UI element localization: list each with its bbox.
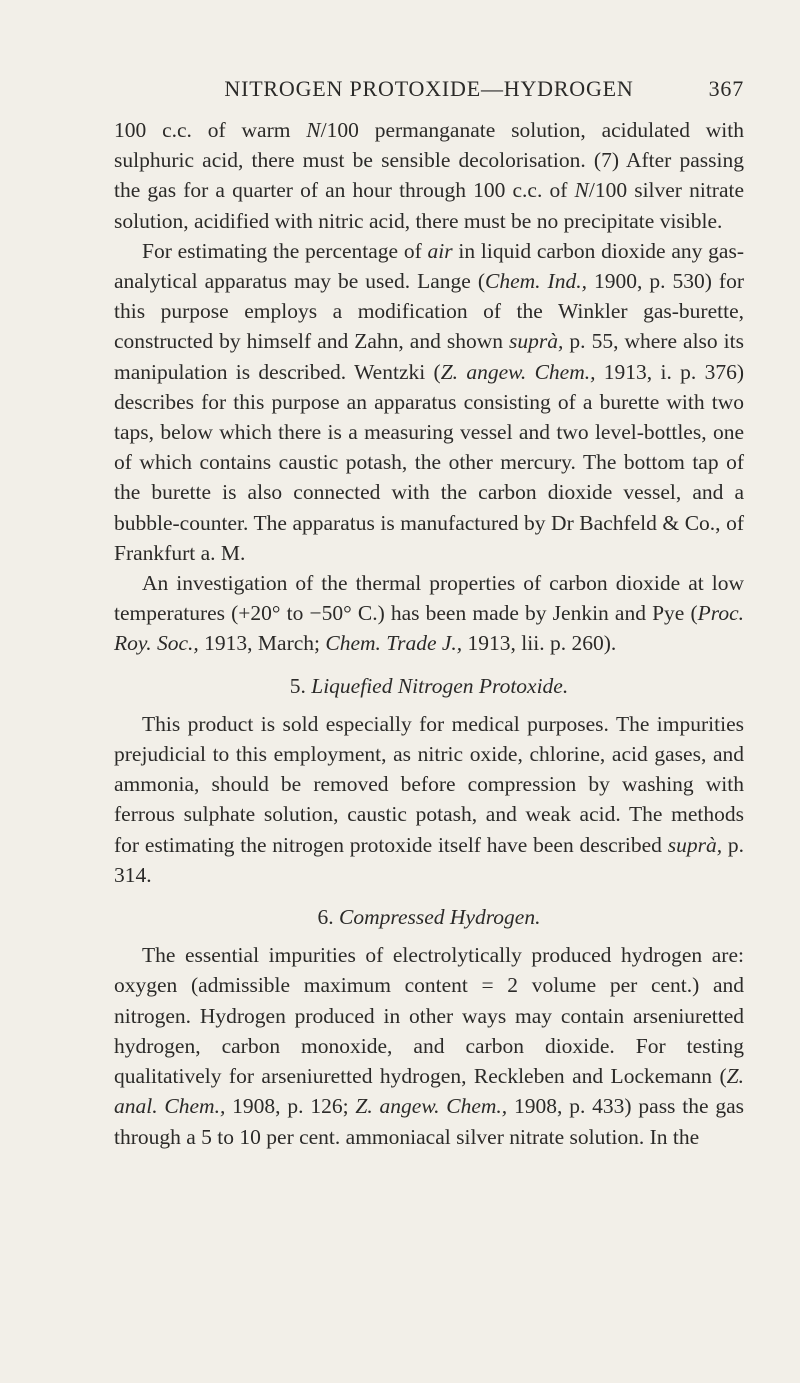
italic-run: N [306,118,321,142]
text-run: p. 55, where also its manipulation is described. Wentzki ( [114,329,744,384]
section-number: 6. [317,905,340,930]
text-run: 1913, March; [198,631,326,656]
running-title: NITROGEN PROTOXIDE—HYDROGEN [224,76,634,101]
running-head [114,76,744,106]
section-title: Compressed Hydrogen. [339,905,541,930]
text-run: 1913, i. p. 376) describes for this purpose an apparatus consisting of a burette with two taps, below which there is a measuring vessel and two level-bottles, one of which contains caustic potash, the other mercury. The bottom tap of the burette is also connected with the carbon dioxide vessel, and a bubble-counter. The apparatus is manufactured by Dr Bachfeld & Co., of Frankfurt a. M. [114,359,745,565]
text-run: /100 permanganate solution, acidulated with sulphuric acid, there must be sensible decolorisation. (7) After passing the gas for a quarter of an hour through 100 c.c. of [114,118,744,203]
section-title: Liquefied Nitrogen Protoxide. [311,673,569,698]
body-text [114,115,744,1152]
paragraph-thermal-properties [114,568,744,659]
paragraph-hydrogen-impurities [114,940,744,1151]
text-run: The essential impurities of electrolytically produced hydrogen are: oxygen (admissible maximum content = 2 volume per cent.) and nitrogen. Hydrogen produced in other ways may contain arseniuretted hydrogen, carbon monoxide, and carbon dioxide. For testing qualitatively for arseniuretted hydrogen, Reckleben and Lockemann ( [114,943,744,1089]
text-run: /100 silver nitrate solution, acidified with nitric acid, there must be no precipitate visible. [114,178,745,233]
italic-run: suprà, [667,832,723,857]
section-heading-compressed-hydrogen [114,902,744,932]
section-heading-liquefied-nitrogen-protoxide [114,671,744,701]
text-run: 1908, p. 433) pass the gas through a 5 to 10 per cent. ammoniacal silver nitrate solution. In the [114,1094,744,1149]
text-run: 1908, p. 126; [225,1094,356,1119]
text-run: For estimating the percentage of [142,238,428,263]
page-number: 367 [708,76,744,101]
citation-journal: Z. angew. Chem., [355,1094,508,1119]
italic-run: suprà, [509,329,564,354]
text-run: 100 c.c. of warm [114,118,307,142]
citation-journal: Proc. Roy. Soc., [114,601,744,656]
citation-journal: Chem. Trade J., [325,631,463,656]
text-run: p. 314. [114,832,745,887]
citation-journal: Chem. Ind., [485,269,587,294]
text-run: in liquid carbon dioxide any gas-analytical apparatus may be used. Lange ( [114,238,744,294]
paragraph-medical-purposes [114,709,744,890]
paragraph-permanganate-test [114,115,744,236]
paragraph-air-estimation [114,236,744,568]
text-run: This product is sold especially for medical purposes. The impurities prejudicial to this employment, as nitric oxide, chlorine, acid gases, and ammonia, should be removed before compression by washing with ferrous sulphate solution, caustic potash, and weak acid. The methods for estimating the nitrogen protoxide itself have been described [114,711,744,857]
italic-run: air [427,238,453,263]
citation-journal: Z. angew. Chem., [440,359,596,384]
text-run: 1913, lii. p. 260). [462,631,617,656]
section-number: 5. [289,673,312,698]
text-run: 1900, p. 530) for this purpose employs a modification of the Winkler gas-burette, constructed by himself and Zahn, and shown [114,269,744,354]
citation-journal: Z. anal. Chem., [114,1064,744,1119]
text-run: An investigation of the thermal properties of carbon dioxide at low temperatures (+20° to −50° C.) has been made by Jenkin and Pye ( [114,571,744,626]
italic-run: N [574,178,589,203]
